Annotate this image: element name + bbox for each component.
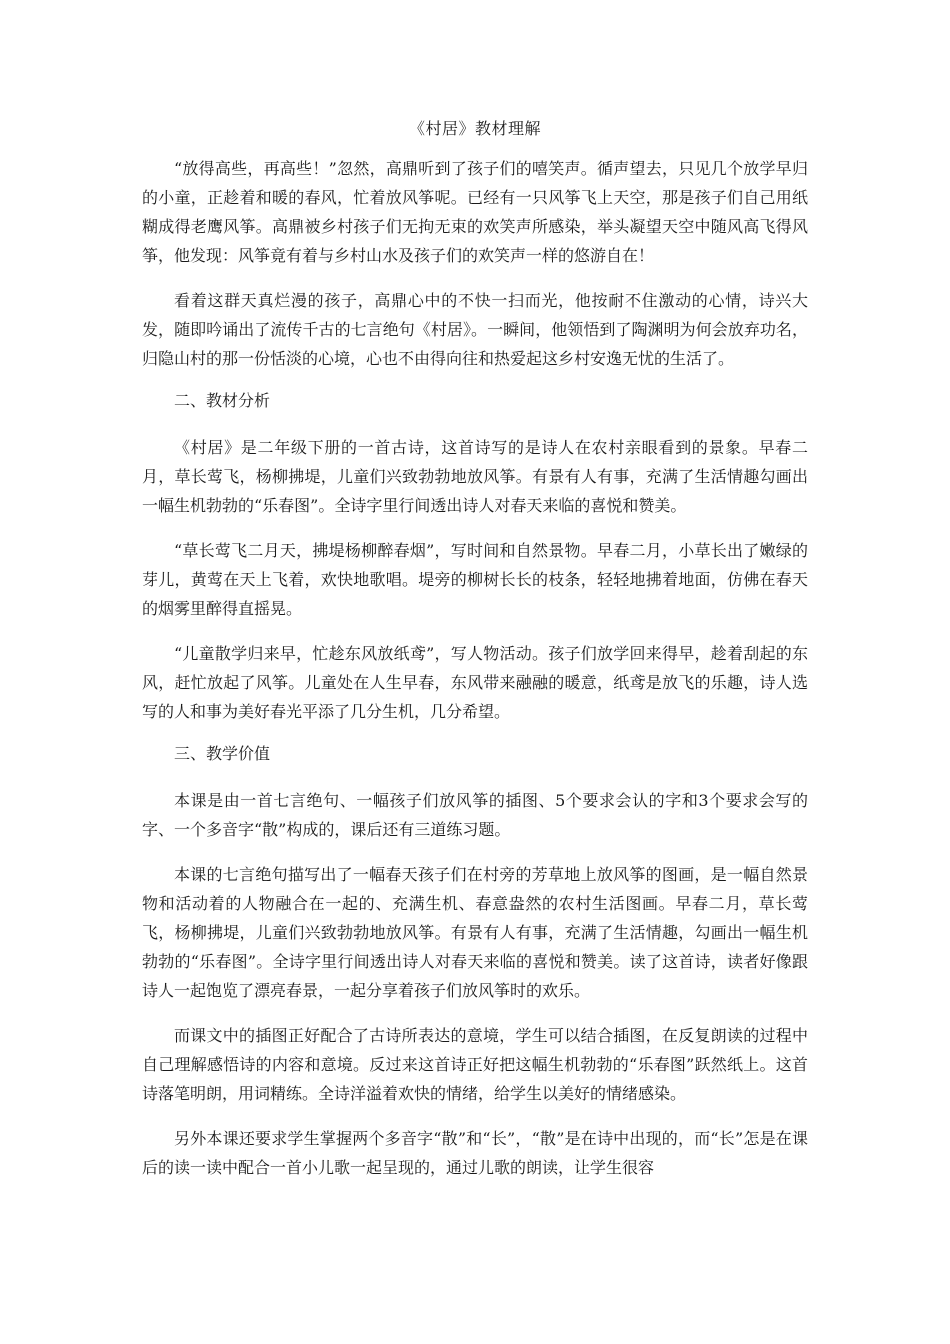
section-heading-analysis: 二、教材分析 <box>174 391 271 410</box>
document-page <box>142 118 808 1198</box>
paragraph: 看着这群天真烂漫的孩子，高鼎心中的不快一扫而光，他按耐不住激动的心情，诗兴大发，随即吟诵出了流传千古的七言绝句《村居》。一瞬间，他领悟到了陶渊明为何会放弃功名，归隐山村的那一份恬淡的心境，心也不由得向往和热爱起这乡村安逸无忧的生活了。 <box>142 291 808 368</box>
paragraph: 而课文中的插图正好配合了古诗所表达的意境，学生可以结合插图，在反复朗读的过程中自己理解感悟诗的内容和意境。反过来这首诗正好把这幅生机勃勃的“乐春图”跃然纸上。这首诗落笔明朗，用词精练。全诗洋溢着欢快的情绪，给学生以美好的情绪感染。 <box>142 1026 808 1103</box>
paragraph: 另外本课还要求学生掌握两个多音字“散”和“长”，“散”是在诗中出现的，而“长”怎是在课后的读一读中配合一首小儿歌一起呈现的，通过儿歌的朗读，让学生很容 <box>142 1129 808 1177</box>
paragraph: 本课的七言绝句描写出了一幅春天孩子们在村旁的芳草地上放风筝的图画，是一幅自然景物和活动着的人物融合在一起的、充满生机、春意盎然的农村生活图画。早春二月，草长莺飞，杨柳拂堤，儿童们兴致勃勃地放风筝。有景有人有事，充满了生活情趣，勾画出一幅生机勃勃的“乐春图”。全诗字里行间透出诗人对春天来临的喜悦和赞美。读了这首诗，读者好像跟诗人一起饱览了漂亮春景，一起分享着孩子们放风筝时的欢乐。 <box>142 865 808 1000</box>
section-heading-value: 三、教学价值 <box>174 744 271 763</box>
document-title: 《村居》教材理解 <box>408 119 541 138</box>
paragraph: “草长莺飞二月天，拂堤杨柳醉春烟”，写时间和自然景物。早春二月，小草长出了嫩绿的芽儿，黄莺在天上飞着，欢快地歌唱。堤旁的柳树长长的枝条，轻轻地拂着地面，仿佛在春天的烟雾里醉得直摇晃。 <box>142 541 808 618</box>
paragraph: “儿童散学归来早，忙趁东风放纸鸢”，写人物活动。孩子们放学回来得早，趁着刮起的东风，赶忙放起了风筝。儿童处在人生早春，东风带来融融的暖意，纸鸢是放飞的乐趣，诗人选写的人和事为美好春光平添了几分生机，几分希望。 <box>142 644 808 721</box>
paragraph: 《村居》是二年级下册的一首古诗，这首诗写的是诗人在农村亲眼看到的景象。早春二月，草长莺飞，杨柳拂堤，儿童们兴致勃勃地放风筝。有景有人有事，充满了生活情趣勾画出一幅生机勃勃的“乐春图”。全诗字里行间透出诗人对春天来临的喜悦和赞美。 <box>142 438 808 515</box>
paragraph: “放得高些，再高些！”忽然，高鼎听到了孩子们的嘻笑声。循声望去，只见几个放学早归的小童，正趁着和暖的春风，忙着放风筝呢。已经有一只风筝飞上天空，那是孩子们自己用纸糊成得老鹰风筝。高鼎被乡村孩子们无拘无束的欢笑声所感染，举头凝望天空中随风高飞得风筝，他发现：风筝竟有着与乡村山水及孩子们的欢笑声一样的悠游自在！ <box>142 159 808 265</box>
paragraph: 本课是由一首七言绝句、一幅孩子们放风筝的插图、5个要求会认的字和3个要求会写的字、一个多音字“散”构成的，课后还有三道练习题。 <box>142 791 808 839</box>
